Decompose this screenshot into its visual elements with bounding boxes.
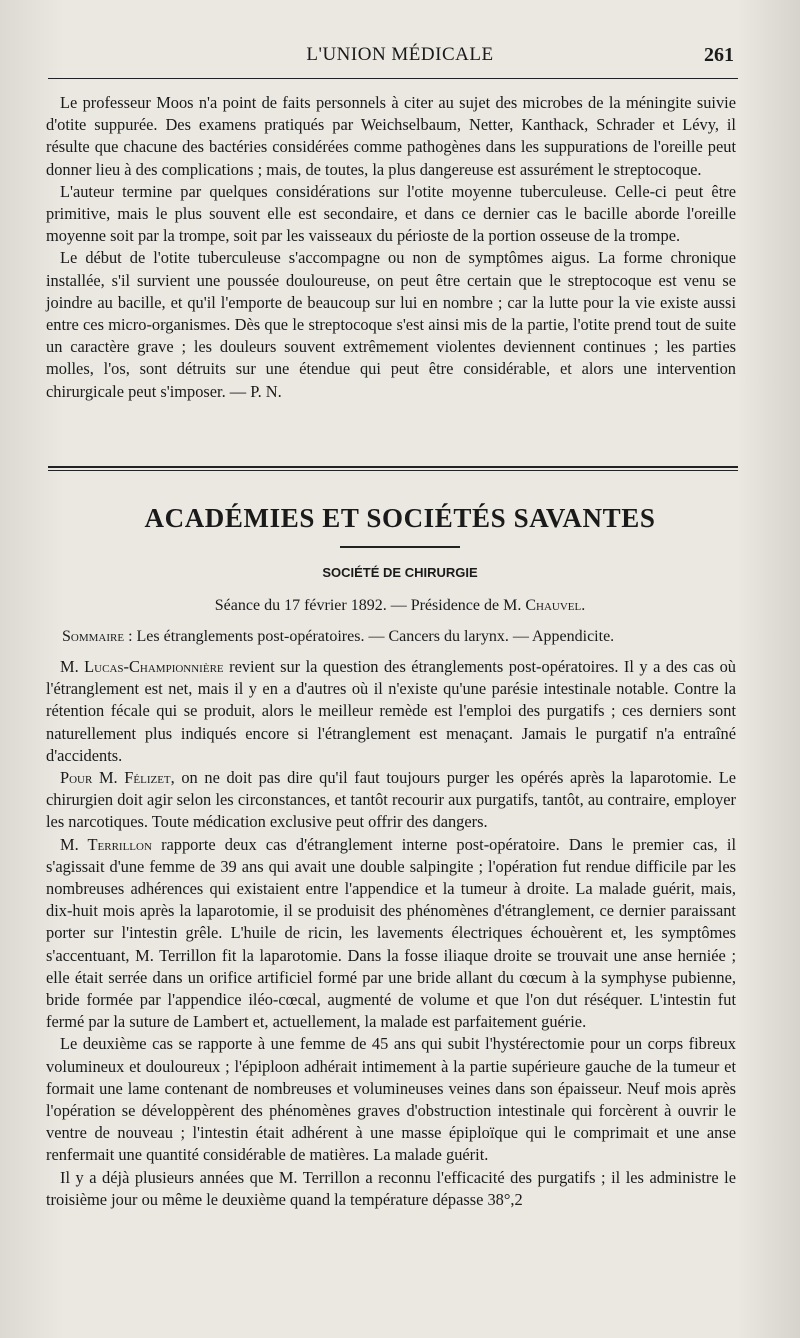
paragraph-text: , on ne doit pas dire qu'il faut toujours purger les opérés après la laparotomie. Le chirurgien doit agir selon les circonstances, et tantôt recourir aux purgatifs, tantôt, au contraire, employer les narcotiques. Toute médication exclusive peut offrir des dangers. bbox=[46, 768, 736, 832]
paragraph bbox=[46, 1167, 736, 1211]
paragraph bbox=[46, 767, 736, 834]
paragraph: Le professeur Moos n'a point de faits personnels à citer au sujet des microbes de la méningite suivie d'otite suppurée. Des examens pratiqués par Weichselbaum, Netter, Kanthack, Schrader et Lévy, il résulte que chacune des bactéries considérées comme pathogènes dans les suppurations de l'oreille peut donner lieu à des complications ; mais, de toutes, la plus dangereuse est assurément le streptocoque. bbox=[46, 93, 736, 179]
paragraph bbox=[46, 834, 736, 1034]
seance-line bbox=[0, 597, 800, 615]
header-rule bbox=[48, 78, 738, 79]
president-name: Chauvel. bbox=[525, 597, 586, 614]
speaker-name: M. Lucas-Championnière bbox=[60, 657, 224, 676]
paragraph-text: Il y a déjà plusieurs années que M. Terrillon a reconnu l'efficacité des purgatifs ; il les administre le troisième jour ou même le deuxième quand la température dépasse 38°,2 bbox=[46, 1167, 736, 1209]
section-title: ACADÉMIES ET SOCIÉTÉS SAVANTES bbox=[144, 503, 656, 533]
paragraph-text: rapporte deux cas d'étranglement interne post-opératoire. Dans le premier cas, il s'agissait d'une femme de 39 ans qui avait une double salpingite ; l'opération fut rendue difficile par les nombreuses adhérences qui existaient entre l'appendice et la tumeur à droite. La malade guérit, mais, dix-huit mois après la laparotomie, il se produisit des phénomènes d'étranglement, ce dernier paraissant porter sur l'intestin grêle. L'huile de ricin, les lavements électriques échouèrent et, les symptômes s'accentuant, M. Terrillon fit la laparotomie. Dans la fosse iliaque droite se trouvait une anse herniée ; elle était serrée dans un orifice artificiel formé par une bride allant du cœcum à la symphyse pubienne, bride formée par l'appendice iléo-cœcal, augmenté de volume et que l'on dut réséquer. L'intestin fut fermé par la suture de Lambert et, actuellement, la malade est parfaitement guérie. bbox=[46, 834, 737, 1032]
society-proceedings bbox=[46, 656, 736, 1211]
paragraph-text: Le deuxième cas se rapporte à une femme de 45 ans qui subit l'hystérectomie pour un corps fibreux volumineux et douloureux ; l'épiploon adhérait intimement à la partie supérieure gauche de la tumeur et formait une lame contenant de nombreuses et volumineuses veines dans son épaisseur. Neuf mois après l'opération se développèrent des phénomènes graves d'obstruction intestinale qui forcèrent à ouvrir le ventre de nouveau ; l'intestin était adhérent à une masse épiploïque qui le comprimait et une anse renfermait une quantité considérable de matières. La malade guérit. bbox=[46, 1034, 736, 1165]
society-name: SOCIÉTÉ DE CHIRURGIE bbox=[322, 565, 478, 580]
section-double-rule-top bbox=[48, 466, 738, 468]
seance-date: Séance du 17 février 1892. — Présidence de M. bbox=[214, 597, 526, 614]
summary-text: : Les étranglements post-opératoires. — Cancers du larynx. — Appendicite. bbox=[124, 628, 615, 645]
section-double-rule-bottom bbox=[48, 470, 738, 471]
journal-title: L'UNION MÉDICALE bbox=[306, 44, 494, 65]
continuation-article bbox=[46, 92, 736, 403]
summary-line bbox=[62, 628, 742, 646]
speaker-name: M. Terrillon bbox=[60, 834, 152, 854]
speaker-name: Pour M. Félizet bbox=[60, 768, 171, 788]
paragraph-text: revient sur la question des étranglements post-opératoires. Il y a des cas où l'étranglement est net, mais il y en a d'autres où il n'existe qu'une parésie intestinale notable. Contre la rétention fécale qui se produit, alors le meilleur remède est l'emploi des purgatifs ; ces derniers sont naturellement plus indiqués encore si l'étranglement est menaçant. Jamais le purgatif n'a entraîné d'accidents. bbox=[46, 657, 736, 765]
summary-label: Sommaire bbox=[62, 628, 125, 645]
running-head bbox=[0, 44, 800, 74]
page-number: 261 bbox=[704, 44, 734, 66]
paragraph bbox=[46, 656, 736, 767]
title-underline bbox=[340, 546, 460, 548]
paragraph: L'auteur termine par quelques considérations sur l'otite moyenne tuberculeuse. Celle-ci peut être primitive, mais le plus souvent elle est secondaire, et dans ce dernier cas le bacille aborde l'oreille moyenne soit par la trompe, soit par les vaisseaux du périoste de la portion osseuse de la trompe. bbox=[46, 181, 736, 246]
paragraph bbox=[46, 1033, 736, 1166]
paragraph: Le début de l'otite tuberculeuse s'accompagne ou non de symptômes aigus. La forme chronique installée, s'il survient une poussée douloureuse, on peut être certain que le streptocoque est venu se joindre au bacille, et qu'il l'emporte de beaucoup sur lui en nombre ; car la lutte pour la vie existe aussi entre ces micro-organismes. Dès que le streptocoque s'est ainsi mis de la partie, l'otite prend tout de suite un caractère grave ; les douleurs souvent extrêmement violentes deviennent continues ; les parties molles, l'os, sont détruits sur une étendue qui peut être considérable, et alors une intervention chirurgicale peut s'imposer. — P. N. bbox=[46, 248, 736, 401]
